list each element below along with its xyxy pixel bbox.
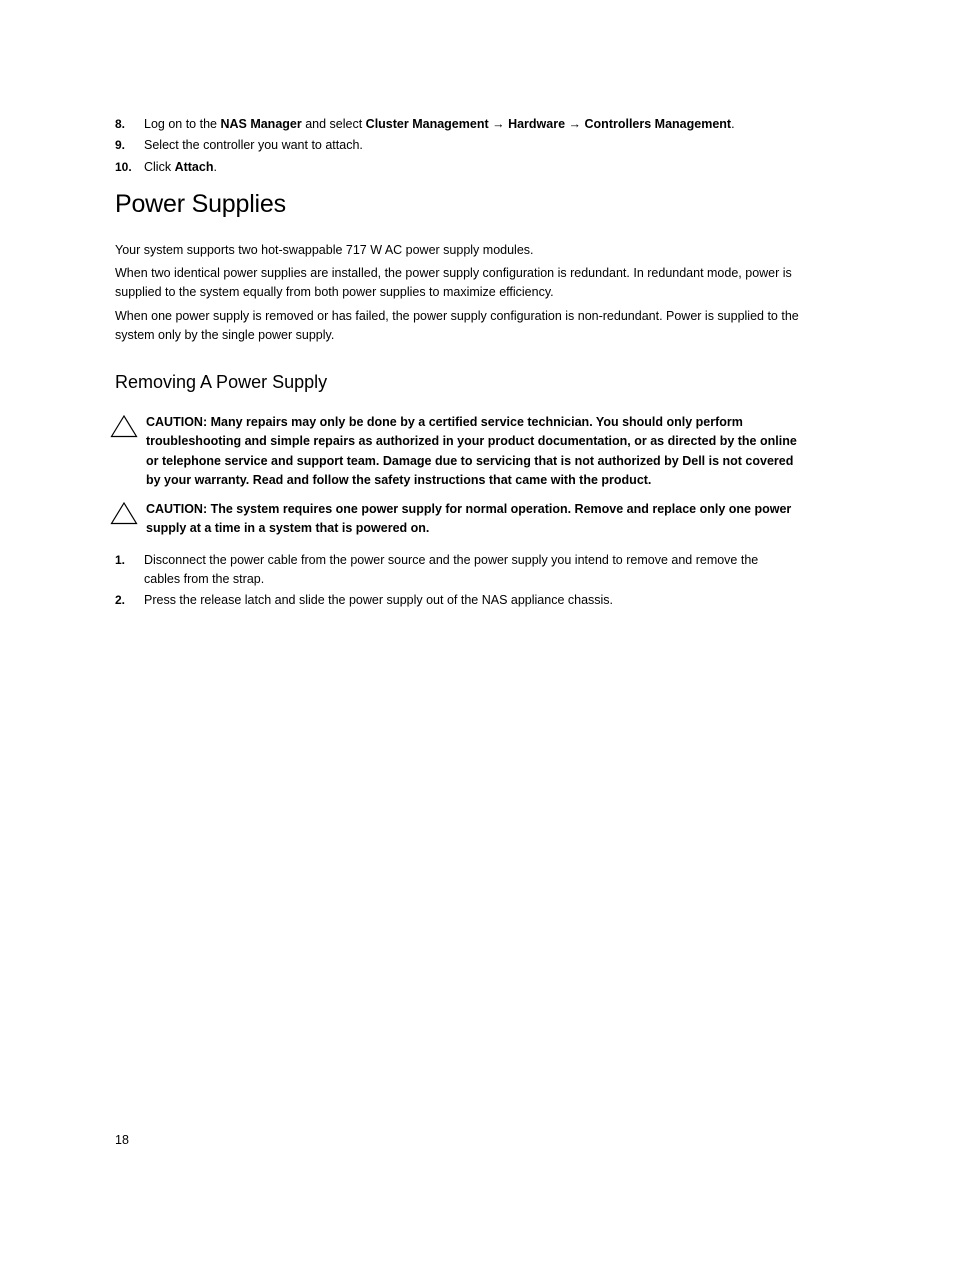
step-text: Press the release latch and slide the power supply out of the NAS appliance chassis. <box>144 593 614 607</box>
caution-text: CAUTION: Many repairs may only be done by a certified service technician. You should only perform troubleshooting and simple repairs as authorized in your product documentation, or as directed by the online or telephone service and support team. Damage due to servicing that is not authorized by Dell is not covered by your warranty. Read and follow the safety instructions that came with the product. <box>146 415 797 487</box>
caution-triangle-icon <box>110 501 138 525</box>
step-text-part: Click <box>144 160 175 174</box>
page-number: 18 <box>115 1133 129 1147</box>
step-text <box>144 158 814 176</box>
step-text-part: . <box>731 117 735 131</box>
step-number: 2. <box>115 593 126 607</box>
ui-term-nas-manager: NAS Manager <box>220 117 302 131</box>
paragraph: When two identical power supplies are installed, the power supply configuration is redundant. In redundant mode, power is supplied to the system equally from both power supplies to maximize efficiency. <box>115 266 792 299</box>
ui-term-controllers-management: Controllers Management <box>584 117 732 131</box>
step-text-part: . <box>213 160 217 174</box>
step-number: 8. <box>115 117 126 131</box>
section-title: Power Supplies <box>115 190 286 218</box>
arrow-separator: → <box>488 117 509 131</box>
subsection-title: Removing A Power Supply <box>115 372 328 392</box>
step-number: 9. <box>115 138 126 152</box>
step-text-part: Log on to the <box>144 117 221 131</box>
step-text <box>144 115 814 133</box>
ui-term-hardware: Hardware <box>508 117 566 131</box>
ui-term-cluster-management: Cluster Management <box>365 117 489 131</box>
step-text-part: and select <box>301 117 366 131</box>
ui-term-attach: Attach <box>174 160 214 174</box>
paragraph: When one power supply is removed or has failed, the power supply configuration is non-redundant. Power is supplied to the system only by the single power supply. <box>115 309 799 342</box>
step-text: Disconnect the power cable from the power source and the power supply you intend to remove and remove the cables from the strap. <box>144 553 759 586</box>
step-text: Select the controller you want to attach. <box>144 138 363 152</box>
paragraph: Your system supports two hot-swappable 717 W AC power supply modules. <box>115 243 534 257</box>
step-number: 10. <box>115 160 132 174</box>
arrow-separator: → <box>565 117 585 131</box>
caution-triangle-icon <box>110 414 138 438</box>
caution-text: CAUTION: The system requires one power supply for normal operation. Remove and replace only one power supply at a time in a system that is powered on. <box>146 502 792 536</box>
step-number: 1. <box>115 553 126 567</box>
